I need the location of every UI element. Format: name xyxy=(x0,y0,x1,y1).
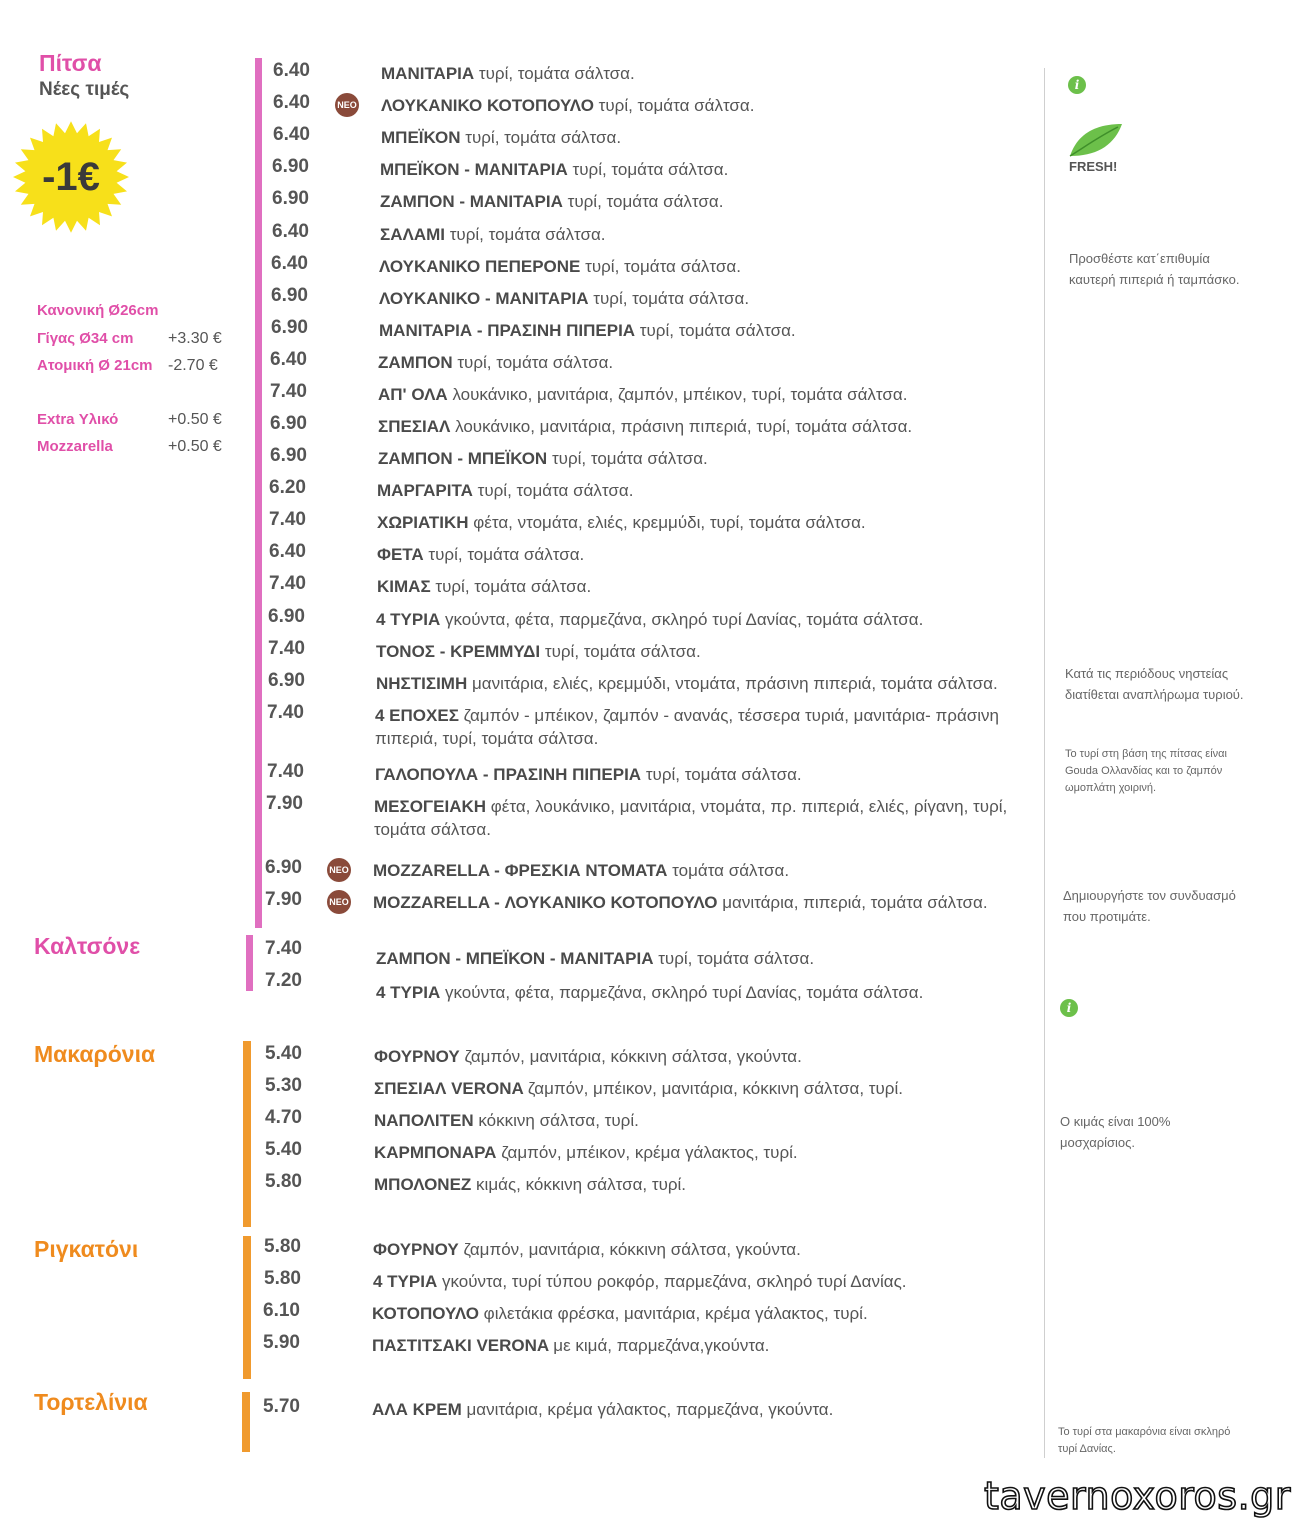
item-price: 6.90 xyxy=(271,285,308,306)
menu-item xyxy=(379,255,1029,278)
item-description: γκούντα, τυρί τύπου ροκφόρ, παρμεζάνα, σκληρό τυρί Δανίας. xyxy=(441,1272,907,1291)
item-description: γκούντα, φέτα, παρμεζάνα, σκληρό τυρί Δανίας, τομάτα σάλτσα. xyxy=(444,610,924,629)
item-description: ζαμπόν, μπέικον, μανιτάρια, κόκκινη σάλτσα, τυρί. xyxy=(527,1079,903,1098)
item-description: τυρί, τομάτα σάλτσα. xyxy=(567,192,724,211)
item-price: 6.40 xyxy=(273,92,310,113)
item-price: 7.20 xyxy=(265,970,302,991)
menu-item xyxy=(376,608,1026,631)
menu-item xyxy=(380,158,1030,181)
item-price: 5.40 xyxy=(265,1139,302,1160)
item-description: ζαμπόν - μπέικον, ζαμπόν - ανανάς, τέσσερα τυριά, μανιτάρια- πράσινη πιπεριά, τυρί, τομάτα σάλτσα. xyxy=(375,706,999,748)
item-description: τυρί, τομάτα σάλτσα. xyxy=(585,257,741,276)
item-description: μανιτάρια, ελιές, κρεμμύδι, ντομάτα, πράσινη πιπεριά, τομάτα σάλτσα. xyxy=(471,674,998,693)
cheese-base-note: Το τυρί στη βάση της πίτσας είναι Gouda Ολλανδίας και το ζαμπόν ωμοπλάτη χοιρινή. xyxy=(1065,748,1227,794)
menu-item xyxy=(372,1334,1022,1357)
item-price: 6.90 xyxy=(270,413,307,434)
menu-item xyxy=(376,947,1026,970)
menu-item xyxy=(381,126,1031,149)
menu-item xyxy=(376,640,1026,663)
item-description: τυρί, τομάτα σάλτσα. xyxy=(449,225,606,244)
fasting-note: Κατά τις περιόδους νηστείας διατίθεται αναπλήρωμα τυριού. xyxy=(1065,666,1244,702)
item-description: τυρί, τομάτα σάλτσα. xyxy=(645,765,802,784)
item-price: 7.40 xyxy=(270,381,307,402)
item-price: 6.20 xyxy=(269,477,306,498)
item-price: 5.80 xyxy=(264,1268,301,1289)
menu-item xyxy=(376,672,1026,695)
menu-item xyxy=(375,704,1025,750)
extra-mozzarella-value: +0.50 € xyxy=(168,438,222,455)
item-name: ΖΑΜΠΟΝ - ΜΑΝΙΤΑΡΙΑ xyxy=(380,192,568,211)
item-price: 7.90 xyxy=(266,793,303,814)
item-price: 7.40 xyxy=(267,702,304,723)
item-name: ΧΩΡΙΑΤΙΚΗ xyxy=(377,513,474,532)
item-name: ΦΟΥΡΝΟΥ xyxy=(374,1047,465,1066)
item-name: ΣΠΕΣΙΑΛ VERONA xyxy=(374,1079,528,1098)
rigatoni-heading: Ριγκατόνι xyxy=(34,1236,139,1262)
item-description: ζαμπόν, μπέικον, κρέμα γάλακτος, τυρί. xyxy=(501,1143,798,1162)
menu-item xyxy=(379,319,1029,342)
item-price: 7.40 xyxy=(267,761,304,782)
item-description: τυρί, τομάτα σάλτσα. xyxy=(478,64,635,83)
item-description: ζαμπόν, μανιτάρια, κόκκινη σάλτσα, γκούντα. xyxy=(463,1240,801,1259)
item-description: τυρί, τομάτα σάλτσα. xyxy=(544,642,701,661)
item-price: 6.40 xyxy=(271,253,308,274)
item-price: 6.90 xyxy=(268,670,305,691)
menu-item xyxy=(378,383,1028,406)
item-description: τυρί, τομάτα σάλτσα. xyxy=(428,545,585,564)
section-color-bar xyxy=(246,935,253,991)
item-price: 7.40 xyxy=(269,573,306,594)
item-name: ΛΟΥΚΑΝΙΚΟ ΚΟΤΟΠΟΥΛΟ xyxy=(381,96,599,115)
item-name: ΚΟΤΟΠΟΥΛΟ xyxy=(372,1304,484,1323)
menu-item xyxy=(381,94,1031,117)
item-name: ΜΠΕΪΚΟΝ - ΜΑΝΙΤΑΡΙΑ xyxy=(380,160,573,179)
info-icon: i xyxy=(1060,999,1078,1017)
section-color-bar xyxy=(243,1041,251,1227)
item-description: φέτα, λουκάνικο, μανιτάρια, ντομάτα, πρ. πιπεριά, ελιές, ρίγανη, τυρί, τομάτα σάλτσα. xyxy=(374,797,1008,839)
menu-item xyxy=(379,287,1029,310)
item-name: ΤΟΝΟΣ - ΚΡΕΜΜΥΔΙ xyxy=(376,642,545,661)
item-name: ΝΑΠΟΛΙΤΕΝ xyxy=(374,1111,479,1130)
menu-item xyxy=(372,1302,1022,1325)
leaf-icon xyxy=(1068,122,1124,158)
item-name: 4 ΕΠΟΧΕΣ xyxy=(375,706,464,725)
item-price: 5.90 xyxy=(263,1332,300,1353)
item-description: τυρί, τομάτα σάλτσα. xyxy=(639,321,796,340)
menu-item xyxy=(374,1141,1024,1164)
item-price: 7.40 xyxy=(269,509,306,530)
item-description: λουκάνικο, μανιτάρια, πράσινη πιπεριά, τυρί, τομάτα σάλτσα. xyxy=(455,417,913,436)
hot-pepper-note: Προσθέστε κατ΄επιθυμία καυτερή πιπεριά ή ταμπάσκο. xyxy=(1069,251,1240,287)
item-price: 6.90 xyxy=(265,857,302,878)
menu-item xyxy=(377,543,1027,566)
item-name: 4 ΤΥΡΙΑ xyxy=(376,610,445,629)
menu-item xyxy=(374,1045,1024,1068)
item-price: 6.40 xyxy=(272,221,309,242)
item-name: ΦΟΥΡΝΟΥ xyxy=(373,1240,464,1259)
item-price: 6.90 xyxy=(270,445,307,466)
section-color-bar xyxy=(242,1392,250,1452)
item-name: ΓΑΛΟΠΟΥΛΑ - ΠΡΑΣΙΝΗ ΠΙΠΕΡΙΑ xyxy=(375,765,646,784)
menu-item xyxy=(378,351,1028,374)
item-description: μανιτάρια, κρέμα γάλακτος, παρμεζάνα, γκούντα. xyxy=(466,1400,834,1419)
item-name: ΑΠ' ΟΛΑ xyxy=(378,385,453,404)
new-badge: ΝΕΟ xyxy=(327,890,351,914)
pasta-cheese-note: Το τυρί στα μακαρόνια είναι σκληρό τυρί Δανίας. xyxy=(1058,1426,1231,1455)
menu-item xyxy=(373,1270,1023,1293)
size-personal-label: Ατομική Ø 21cm xyxy=(37,357,153,374)
item-name: MOZZARELLA - ΛΟΥΚΑΝΙΚΟ ΚΟΤΟΠΟΥΛΟ xyxy=(373,893,723,912)
discount-starburst xyxy=(10,118,132,236)
item-name: ΠΑΣΤΙΤΣΑΚΙ VERONA xyxy=(372,1336,554,1355)
info-icon: i xyxy=(1068,76,1086,94)
item-price: 5.30 xyxy=(265,1075,302,1096)
item-price: 7.40 xyxy=(268,638,305,659)
item-name: ΖΑΜΠΟΝ xyxy=(378,353,458,372)
item-description: τυρί, τομάτα σάλτσα. xyxy=(551,449,708,468)
discount-badge-text: -1€ xyxy=(42,155,100,199)
item-name: ΜΕΣΟΓΕΙΑΚΗ xyxy=(374,797,491,816)
item-description: μανιτάρια, πιπεριά, τομάτα σάλτσα. xyxy=(722,893,988,912)
item-price: 6.90 xyxy=(271,317,308,338)
item-price: 4.70 xyxy=(265,1107,302,1128)
new-badge: ΝΕΟ xyxy=(335,93,359,117)
item-price: 7.40 xyxy=(265,938,302,959)
watermark: tavernoxoros.gr xyxy=(984,1474,1291,1518)
size-personal-value: -2.70 € xyxy=(168,357,218,374)
size-giant-label: Γίγας Ø34 cm xyxy=(37,330,134,347)
item-description: τυρί, τομάτα σάλτσα. xyxy=(598,96,755,115)
item-name: ΜΑΡΓΑΡΙΤΑ xyxy=(377,481,478,500)
menu-item xyxy=(377,575,1027,598)
item-description: τυρί, τομάτα σάλτσα. xyxy=(457,353,614,372)
item-name: ΝΗΣΤΙΣΙΜΗ xyxy=(376,674,472,693)
item-description: τυρί, τομάτα σάλτσα. xyxy=(465,128,622,147)
item-name: ΣΠΕΣΙΑΛ xyxy=(378,417,456,436)
item-price: 6.90 xyxy=(272,188,309,209)
item-price: 7.90 xyxy=(265,889,302,910)
column-divider xyxy=(1044,68,1045,1458)
item-price: 6.90 xyxy=(272,156,309,177)
extra-ingredient-value: +0.50 € xyxy=(168,411,222,428)
menu-item xyxy=(373,1238,1023,1261)
menu-item xyxy=(380,190,1030,213)
item-price: 5.80 xyxy=(264,1236,301,1257)
item-description: κιμάς, κόκκινη σάλτσα, τυρί. xyxy=(476,1175,687,1194)
item-name: ΣΑΛΑΜΙ xyxy=(380,225,450,244)
item-description: ζαμπόν, μανιτάρια, κόκκινη σάλτσα, γκούντα. xyxy=(464,1047,802,1066)
item-price: 6.40 xyxy=(269,541,306,562)
item-name: ΑΛΑ ΚΡΕΜ xyxy=(372,1400,467,1419)
menu-item xyxy=(377,479,1027,502)
item-description: τυρί, τομάτα σάλτσα. xyxy=(435,577,592,596)
section-color-bar xyxy=(255,58,262,928)
item-name: ΜΠΟΛΟΝΕΖ xyxy=(374,1175,477,1194)
menu-item xyxy=(375,763,1025,786)
item-price: 6.40 xyxy=(270,349,307,370)
item-price: 6.40 xyxy=(273,60,310,81)
tortellini-heading: Τορτελίνια xyxy=(34,1389,148,1415)
menu-item xyxy=(374,1173,1024,1196)
item-description: με κιμά, παρμεζάνα,γκούντα. xyxy=(553,1336,770,1355)
menu-item xyxy=(373,859,1023,882)
item-name: ΖΑΜΠΟΝ - ΜΠΕΪΚΟΝ xyxy=(378,449,552,468)
item-price: 6.90 xyxy=(268,606,305,627)
item-description: λουκάνικο, μανιτάρια, ζαμπόν, μπέικον, τυρί, τομάτα σάλτσα. xyxy=(452,385,908,404)
menu-item xyxy=(374,1109,1024,1132)
item-description: γκούντα, φέτα, παρμεζάνα, σκληρό τυρί Δανίας, τομάτα σάλτσα. xyxy=(444,983,924,1002)
menu-item xyxy=(374,795,1024,841)
menu-item xyxy=(372,1398,1022,1421)
item-description: τυρί, τομάτα σάλτσα. xyxy=(477,481,634,500)
item-description: τυρί, τομάτα σάλτσα. xyxy=(658,949,815,968)
item-name: ΛΟΥΚΑΝΙΚΟ - ΜΑΝΙΤΑΡΙΑ xyxy=(379,289,594,308)
item-name: ΛΟΥΚΑΝΙΚΟ ΠΕΠΕΡΟΝΕ xyxy=(379,257,586,276)
item-name: ΦΕΤΑ xyxy=(377,545,429,564)
item-description: τυρί, τομάτα σάλτσα. xyxy=(572,160,729,179)
pizza-heading: Πίτσα xyxy=(39,50,102,76)
menu-item xyxy=(376,981,1026,1004)
item-name: ΖΑΜΠΟΝ - ΜΠΕΪΚΟΝ - ΜΑΝΙΤΑΡΙΑ xyxy=(376,949,659,968)
menu-item xyxy=(377,511,1027,534)
item-name: ΜΠΕΪΚΟΝ xyxy=(381,128,466,147)
item-price: 5.80 xyxy=(265,1171,302,1192)
extra-mozzarella-label: Mozzarella xyxy=(37,438,113,455)
section-color-bar xyxy=(243,1236,251,1379)
item-name: MOZZARELLA - ΦΡΕΣΚΙΑ ΝΤΟΜΑΤΑ xyxy=(373,861,673,880)
item-description: φέτα, ντομάτα, ελιές, κρεμμύδι, τυρί, τομάτα σάλτσα. xyxy=(473,513,866,532)
item-price: 6.10 xyxy=(263,1300,300,1321)
pasta-heading: Μακαρόνια xyxy=(34,1041,156,1067)
beef-note: Ο κιμάς είναι 100% μοσχαρίσιος. xyxy=(1060,1114,1171,1150)
item-name: ΚΙΜΑΣ xyxy=(377,577,436,596)
menu-item xyxy=(381,62,1031,85)
menu-item xyxy=(380,223,1030,246)
menu-item xyxy=(373,891,1023,914)
size-giant-value: +3.30 € xyxy=(168,330,222,347)
calzone-heading: Καλτσόνε xyxy=(34,933,141,959)
item-name: 4 ΤΥΡΙΑ xyxy=(376,983,445,1002)
item-description: φιλετάκια φρέσκα, μανιτάρια, κρέμα γάλακτος, τυρί. xyxy=(483,1304,868,1323)
item-description: τυρί, τομάτα σάλτσα. xyxy=(593,289,750,308)
item-price: 5.70 xyxy=(263,1396,300,1417)
item-description: κόκκινη σάλτσα, τυρί. xyxy=(478,1111,639,1130)
item-price: 5.40 xyxy=(265,1043,302,1064)
new-prices-subtitle: Νέες τιμές xyxy=(39,79,130,100)
fresh-label: FRESH! xyxy=(1069,159,1118,174)
new-badge: ΝΕΟ xyxy=(327,858,351,882)
item-price: 6.40 xyxy=(273,124,310,145)
combo-note: Δημιουργήστε τον συνδυασμό που προτιμάτε. xyxy=(1063,888,1236,924)
item-name: ΜΑΝΙΤΑΡΙΑ - ΠΡΑΣΙΝΗ ΠΙΠΕΡΙΑ xyxy=(379,321,640,340)
item-description: τομάτα σάλτσα. xyxy=(672,861,790,880)
item-name: ΚΑΡΜΠΟΝΑΡΑ xyxy=(374,1143,502,1162)
menu-item xyxy=(378,447,1028,470)
item-name: 4 ΤΥΡΙΑ xyxy=(373,1272,442,1291)
menu-item xyxy=(374,1077,1024,1100)
size-normal-label: Κανονική Ø26cm xyxy=(37,302,159,319)
menu-item xyxy=(378,415,1028,438)
extra-ingredient-label: Extra Υλικό xyxy=(37,411,119,428)
item-name: ΜΑΝΙΤΑΡΙΑ xyxy=(381,64,479,83)
